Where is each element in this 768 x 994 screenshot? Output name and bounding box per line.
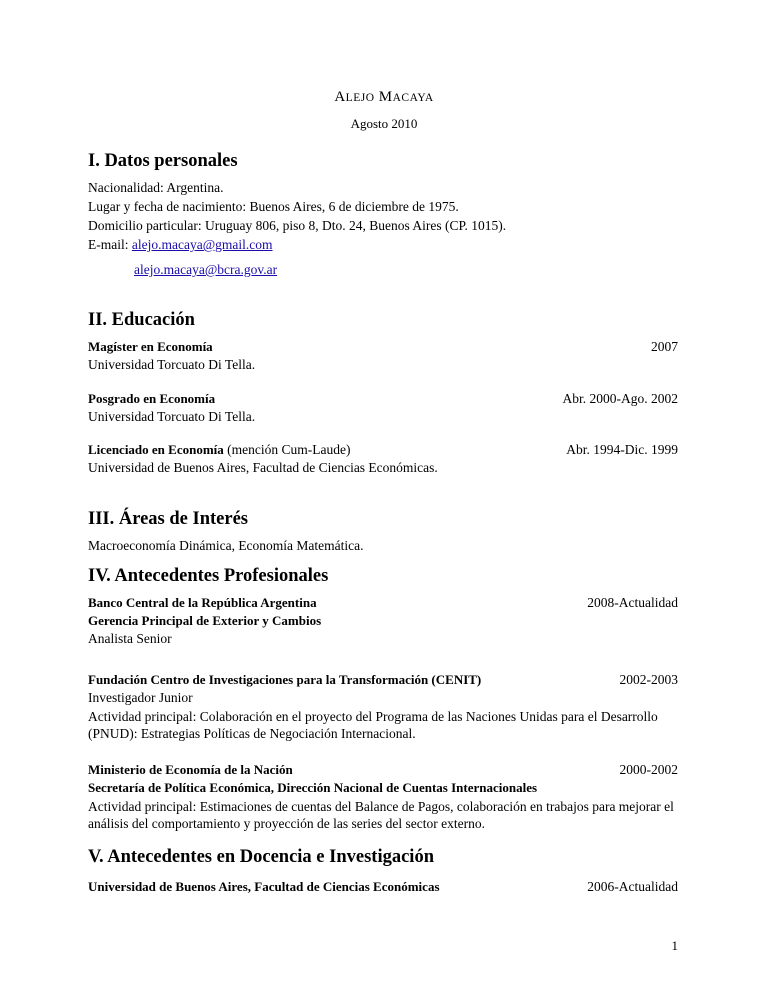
edu-degree-note: (mención Cum-Laude) [223, 442, 351, 457]
email-link-bcra[interactable]: alejo.macaya@bcra.gov.ar [134, 262, 278, 277]
teaching-org: Universidad de Buenos Aires, Facultad de Ciencias Económicas [88, 879, 440, 894]
job-description: Actividad principal: Colaboración en el proyecto del Programa de las Naciones Unidas para el Desarrollo (PNUD): Estrategias Políticas de Negociación Internacional. [88, 709, 658, 741]
job-org: Ministerio de Economía de la Nación [88, 762, 293, 777]
job-date: 2008-Actualidad [587, 595, 678, 610]
section-heading-personal: I. Datos personales [88, 151, 238, 171]
address: Domicilio particular: Uruguay 806, piso 8, Dto. 24, Buenos Aires (CP. 1015). [88, 218, 507, 233]
job-dept: Gerencia Principal de Exterior y Cambios [88, 613, 322, 628]
edu-degree: Licenciado en Economía [88, 442, 224, 457]
job-org: Banco Central de la República Argentina [88, 595, 317, 610]
interests-text: Macroeconomía Dinámica, Economía Matemática. [88, 538, 364, 553]
email-label: E-mail: [88, 237, 132, 252]
job-description: Actividad principal: Estimaciones de cuentas del Balance de Pagos, colaboración en trabajos para mejorar el análisis del comportamiento y proyección de las series del sector externo. [88, 799, 674, 831]
section-heading-teaching: V. Antecedentes en Docencia e Investigación [88, 847, 434, 867]
edu-degree: Magíster en Economía [88, 339, 213, 354]
edu-institution: Universidad Torcuato Di Tella. [88, 357, 256, 372]
birth-info: Lugar y fecha de nacimiento: Buenos Aires, 6 de diciembre de 1975. [88, 199, 459, 214]
edu-institution: Universidad de Buenos Aires, Facultad de Ciencias Económicas. [88, 460, 438, 475]
job-date: 2000-2002 [619, 762, 678, 777]
job-date: 2002-2003 [619, 672, 678, 687]
edu-date: Abr. 1994-Dic. 1999 [566, 442, 678, 457]
nationality: Nacionalidad: Argentina. [88, 180, 224, 195]
email-link-gmail[interactable]: alejo.macaya@gmail.com [131, 237, 273, 252]
email-line-2 [134, 262, 277, 278]
edu-degree: Posgrado en Economía [88, 391, 216, 406]
page-number: 1 [671, 938, 678, 953]
job-role: Analista Senior [88, 631, 172, 646]
section-heading-professional: IV. Antecedentes Profesionales [88, 566, 329, 586]
job-dept: Secretaría de Política Económica, Dirección Nacional de Cuentas Internacionales [88, 780, 538, 795]
edu-date: Abr. 2000-Ago. 2002 [562, 391, 678, 406]
teaching-date: 2006-Actualidad [587, 879, 678, 894]
cv-name: ALEJO MACAYA [334, 89, 434, 105]
job-role: Investigador Junior [88, 690, 193, 705]
email-line [88, 237, 273, 253]
section-heading-education: II. Educación [88, 310, 195, 330]
section-heading-interests: III. Áreas de Interés [88, 509, 248, 529]
edu-date: 2007 [651, 339, 678, 354]
cv-date: Agosto 2010 [350, 116, 418, 131]
edu-institution: Universidad Torcuato Di Tella. [88, 409, 256, 424]
job-org: Fundación Centro de Investigaciones para la Transformación (CENIT) [88, 672, 482, 687]
edu-degree-line [88, 442, 351, 458]
